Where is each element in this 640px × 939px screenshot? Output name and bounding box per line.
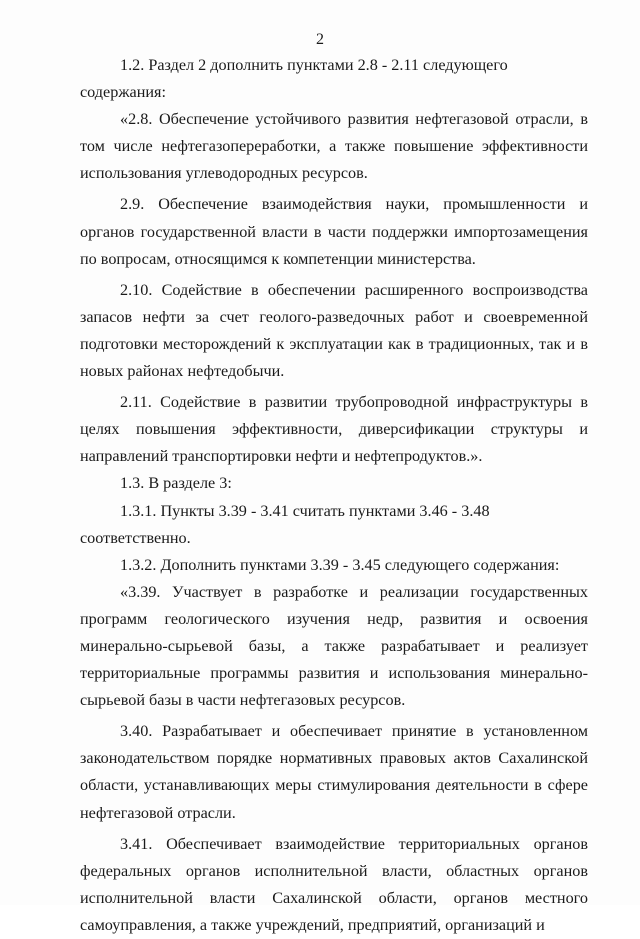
paragraph-2-11: 2.11. Содействие в развитии трубопроводной инфраструктуры в целях повышения эффективности, диверсификации структуры и направлений транспортировки нефти и нефтепродуктов.». — [80, 393, 588, 466]
paragraph-3-40: 3.40. Разрабатывает и обеспечивает принятие в установленном законодательством порядке нормативных правовых актов Сахалинской области, устанавливающих меры стимулирования деятельности в сфере нефтегазовой отрасли. — [80, 722, 588, 822]
paragraph-3-39: «3.39. Участвует в разработке и реализации государственных программ геологического изучения недр, развития и освоения минерально-сырьевой базы, а также разрабатывает и реализует территориальные программы развития и использования минерально-сырьевой базы в части нефтегазовых ресурсов. — [80, 582, 588, 710]
paragraph-1-3: 1.3. В разделе 3: — [120, 474, 232, 493]
paragraph-3-41: 3.41. Обеспечивает взаимодействие территориальных органов федеральных органов исполнительной власти, областных органов исполнительной власти Сахалинской области, органов местного самоуправления, а также учреждений, предприятий, организаций и — [80, 834, 588, 934]
paragraph-1-3-2: 1.3.2. Дополнить пунктами 3.39 - 3.45 следующего содержания: — [120, 555, 560, 574]
paragraph-1-2: 1.2. Раздел 2 дополнить пунктами 2.8 - 2.11 следующего содержания: — [80, 56, 508, 102]
paragraph-2-9: 2.9. Обеспечение взаимодействия науки, промышленности и органов государственной власти в части поддержки импортозамещения по вопросам, относящимся к компетенции министерства. — [80, 195, 588, 268]
paragraph-1-3-1: 1.3.1. Пункты 3.39 - 3.41 считать пунктами 3.46 - 3.48 соответственно. — [80, 501, 490, 547]
page-number: 2 — [316, 31, 324, 48]
paragraph-2-8: «2.8. Обеспечение устойчивого развития нефтегазовой отрасли, в том числе нефтегазопереработки, а также повышение эффективности использования углеводородных ресурсов. — [80, 110, 588, 183]
paragraph-2-10: 2.10. Содействие в обеспечении расширенного воспроизводства запасов нефти за счет геолого-разведочных работ и своевременной подготовки месторождений к эксплуатации как в традиционных, так и в новых районах нефтедобычи. — [80, 280, 588, 381]
document-body — [80, 52, 588, 939]
